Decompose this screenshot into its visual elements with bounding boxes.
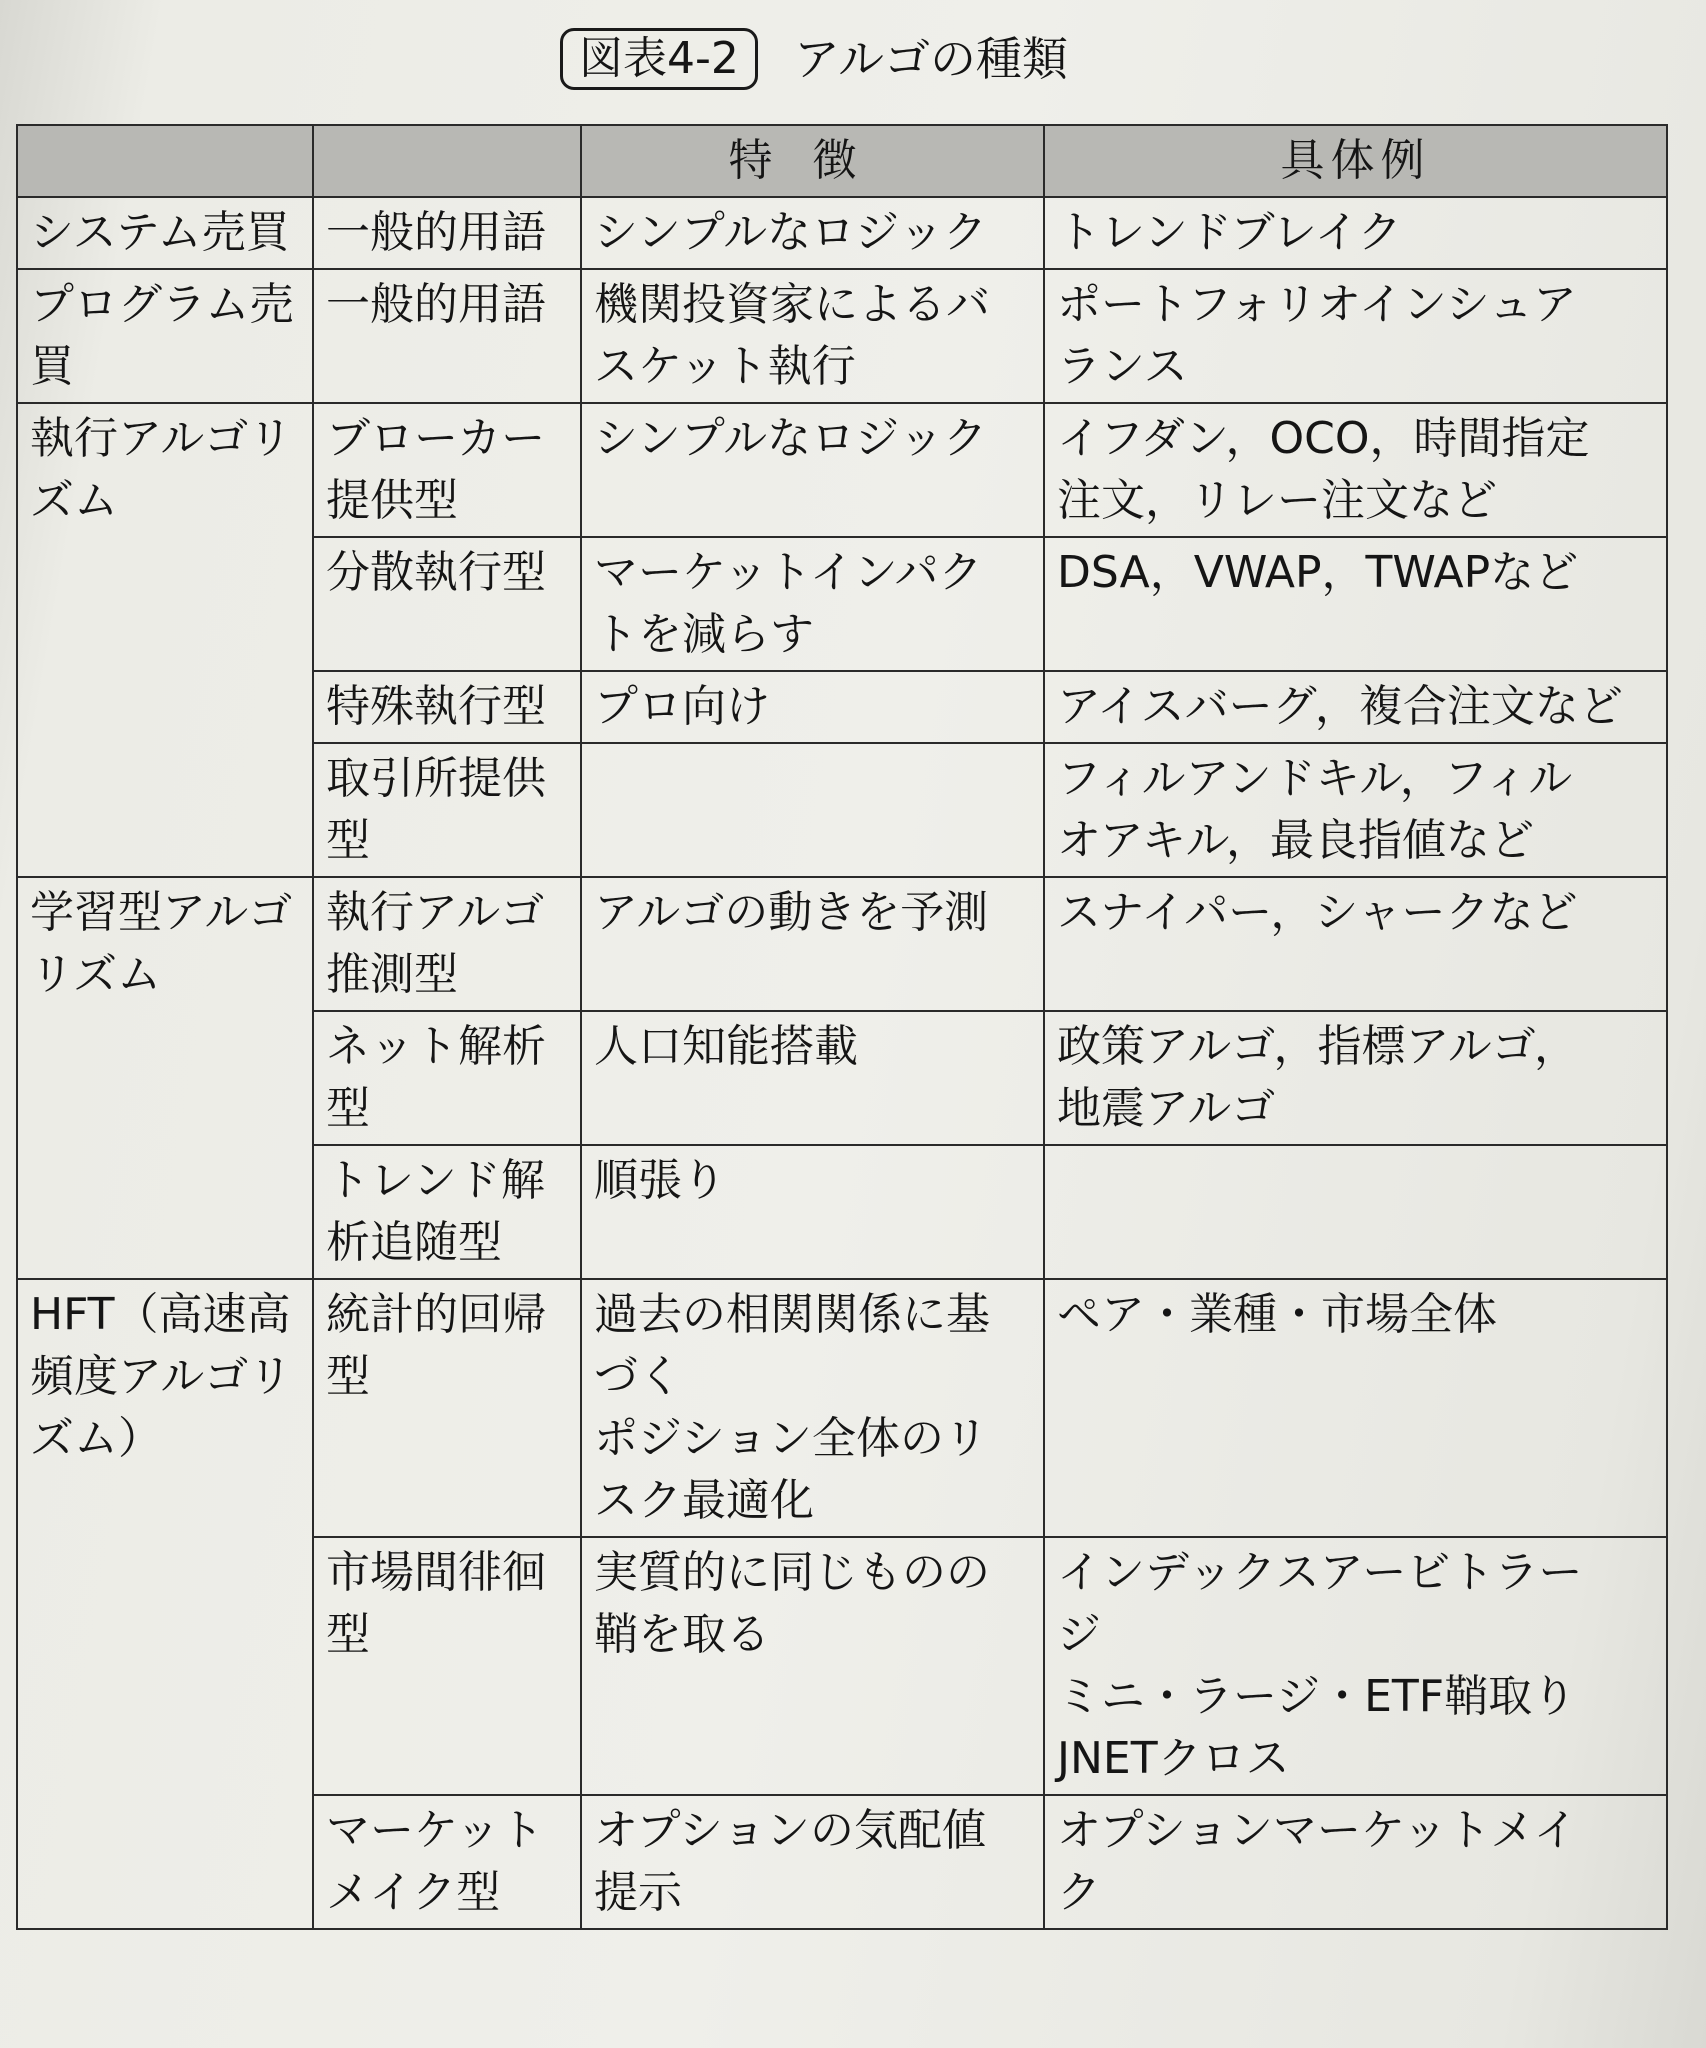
example-cell: インデックスアービトラー ジ ミニ・ラージ・ETF鞘取り JNETクロス [1044,1537,1667,1795]
example-cell: スナイパー，シャークなど [1044,877,1667,1011]
feature-cell: 人口知能搭載 [581,1011,1044,1145]
category-cell: HFT（高速高 頻度アルゴリ ズム） [17,1279,313,1929]
example-cell: ポートフォリオインシュア ランス [1044,269,1667,403]
feature-cell: 順張り [581,1145,1044,1279]
feature-cell: プロ向け [581,671,1044,743]
table-row [17,197,1667,269]
table-body [17,197,1667,1929]
header-type [313,125,581,197]
figure-title: アルゴの種類 [793,32,1069,86]
category-cell: 執行アルゴリ ズム [17,403,313,877]
header-category [17,125,313,197]
table-row [17,269,1667,403]
type-cell: 市場間徘徊 型 [313,1537,581,1795]
type-cell: 取引所提供 型 [313,743,581,877]
feature-cell: オプションの気配値 提示 [581,1795,1044,1929]
type-cell: ネット解析 型 [313,1011,581,1145]
type-cell: 一般的用語 [313,197,581,269]
example-cell: 政策アルゴ，指標アルゴ， 地震アルゴ [1044,1011,1667,1145]
type-cell: 一般的用語 [313,269,581,403]
example-cell: オプションマーケットメイ ク [1044,1795,1667,1929]
header-feature: 特徴 [581,125,1044,197]
figure-caption [560,28,1068,90]
example-cell: フィルアンドキル，フィル オアキル，最良指値など [1044,743,1667,877]
example-cell: ペア・業種・市場全体 [1044,1279,1667,1537]
feature-cell [581,743,1044,877]
example-cell: トレンドブレイク [1044,197,1667,269]
category-cell: プログラム売 買 [17,269,313,403]
table-row [17,403,1667,537]
category-cell: 学習型アルゴ リズム [17,877,313,1279]
example-cell: DSA，VWAP，TWAPなど [1044,537,1667,671]
figure-number: 図表4-2 [560,28,758,90]
type-cell: 分散執行型 [313,537,581,671]
feature-cell: マーケットインパク トを減らす [581,537,1044,671]
category-cell: システム売買 [17,197,313,269]
type-cell: ブローカー 提供型 [313,403,581,537]
algo-types-table [16,124,1668,1930]
feature-cell: シンプルなロジック [581,403,1044,537]
header-row [17,125,1667,197]
feature-cell: 過去の相関関係に基 づく ポジション全体のリ スク最適化 [581,1279,1044,1537]
feature-cell: シンプルなロジック [581,197,1044,269]
example-cell [1044,1145,1667,1279]
type-cell: 執行アルゴ 推測型 [313,877,581,1011]
type-cell: マーケット メイク型 [313,1795,581,1929]
header-example: 具体例 [1044,125,1667,197]
type-cell: 特殊執行型 [313,671,581,743]
feature-cell: アルゴの動きを予測 [581,877,1044,1011]
type-cell: トレンド解 析追随型 [313,1145,581,1279]
table-row [17,877,1667,1011]
example-cell: イフダン，OCO，時間指定 注文，リレー注文など [1044,403,1667,537]
example-cell: アイスバーグ，複合注文など [1044,671,1667,743]
feature-cell: 実質的に同じものの 鞘を取る [581,1537,1044,1795]
table-row [17,1279,1667,1537]
feature-cell: 機関投資家によるバ スケット執行 [581,269,1044,403]
type-cell: 統計的回帰 型 [313,1279,581,1537]
